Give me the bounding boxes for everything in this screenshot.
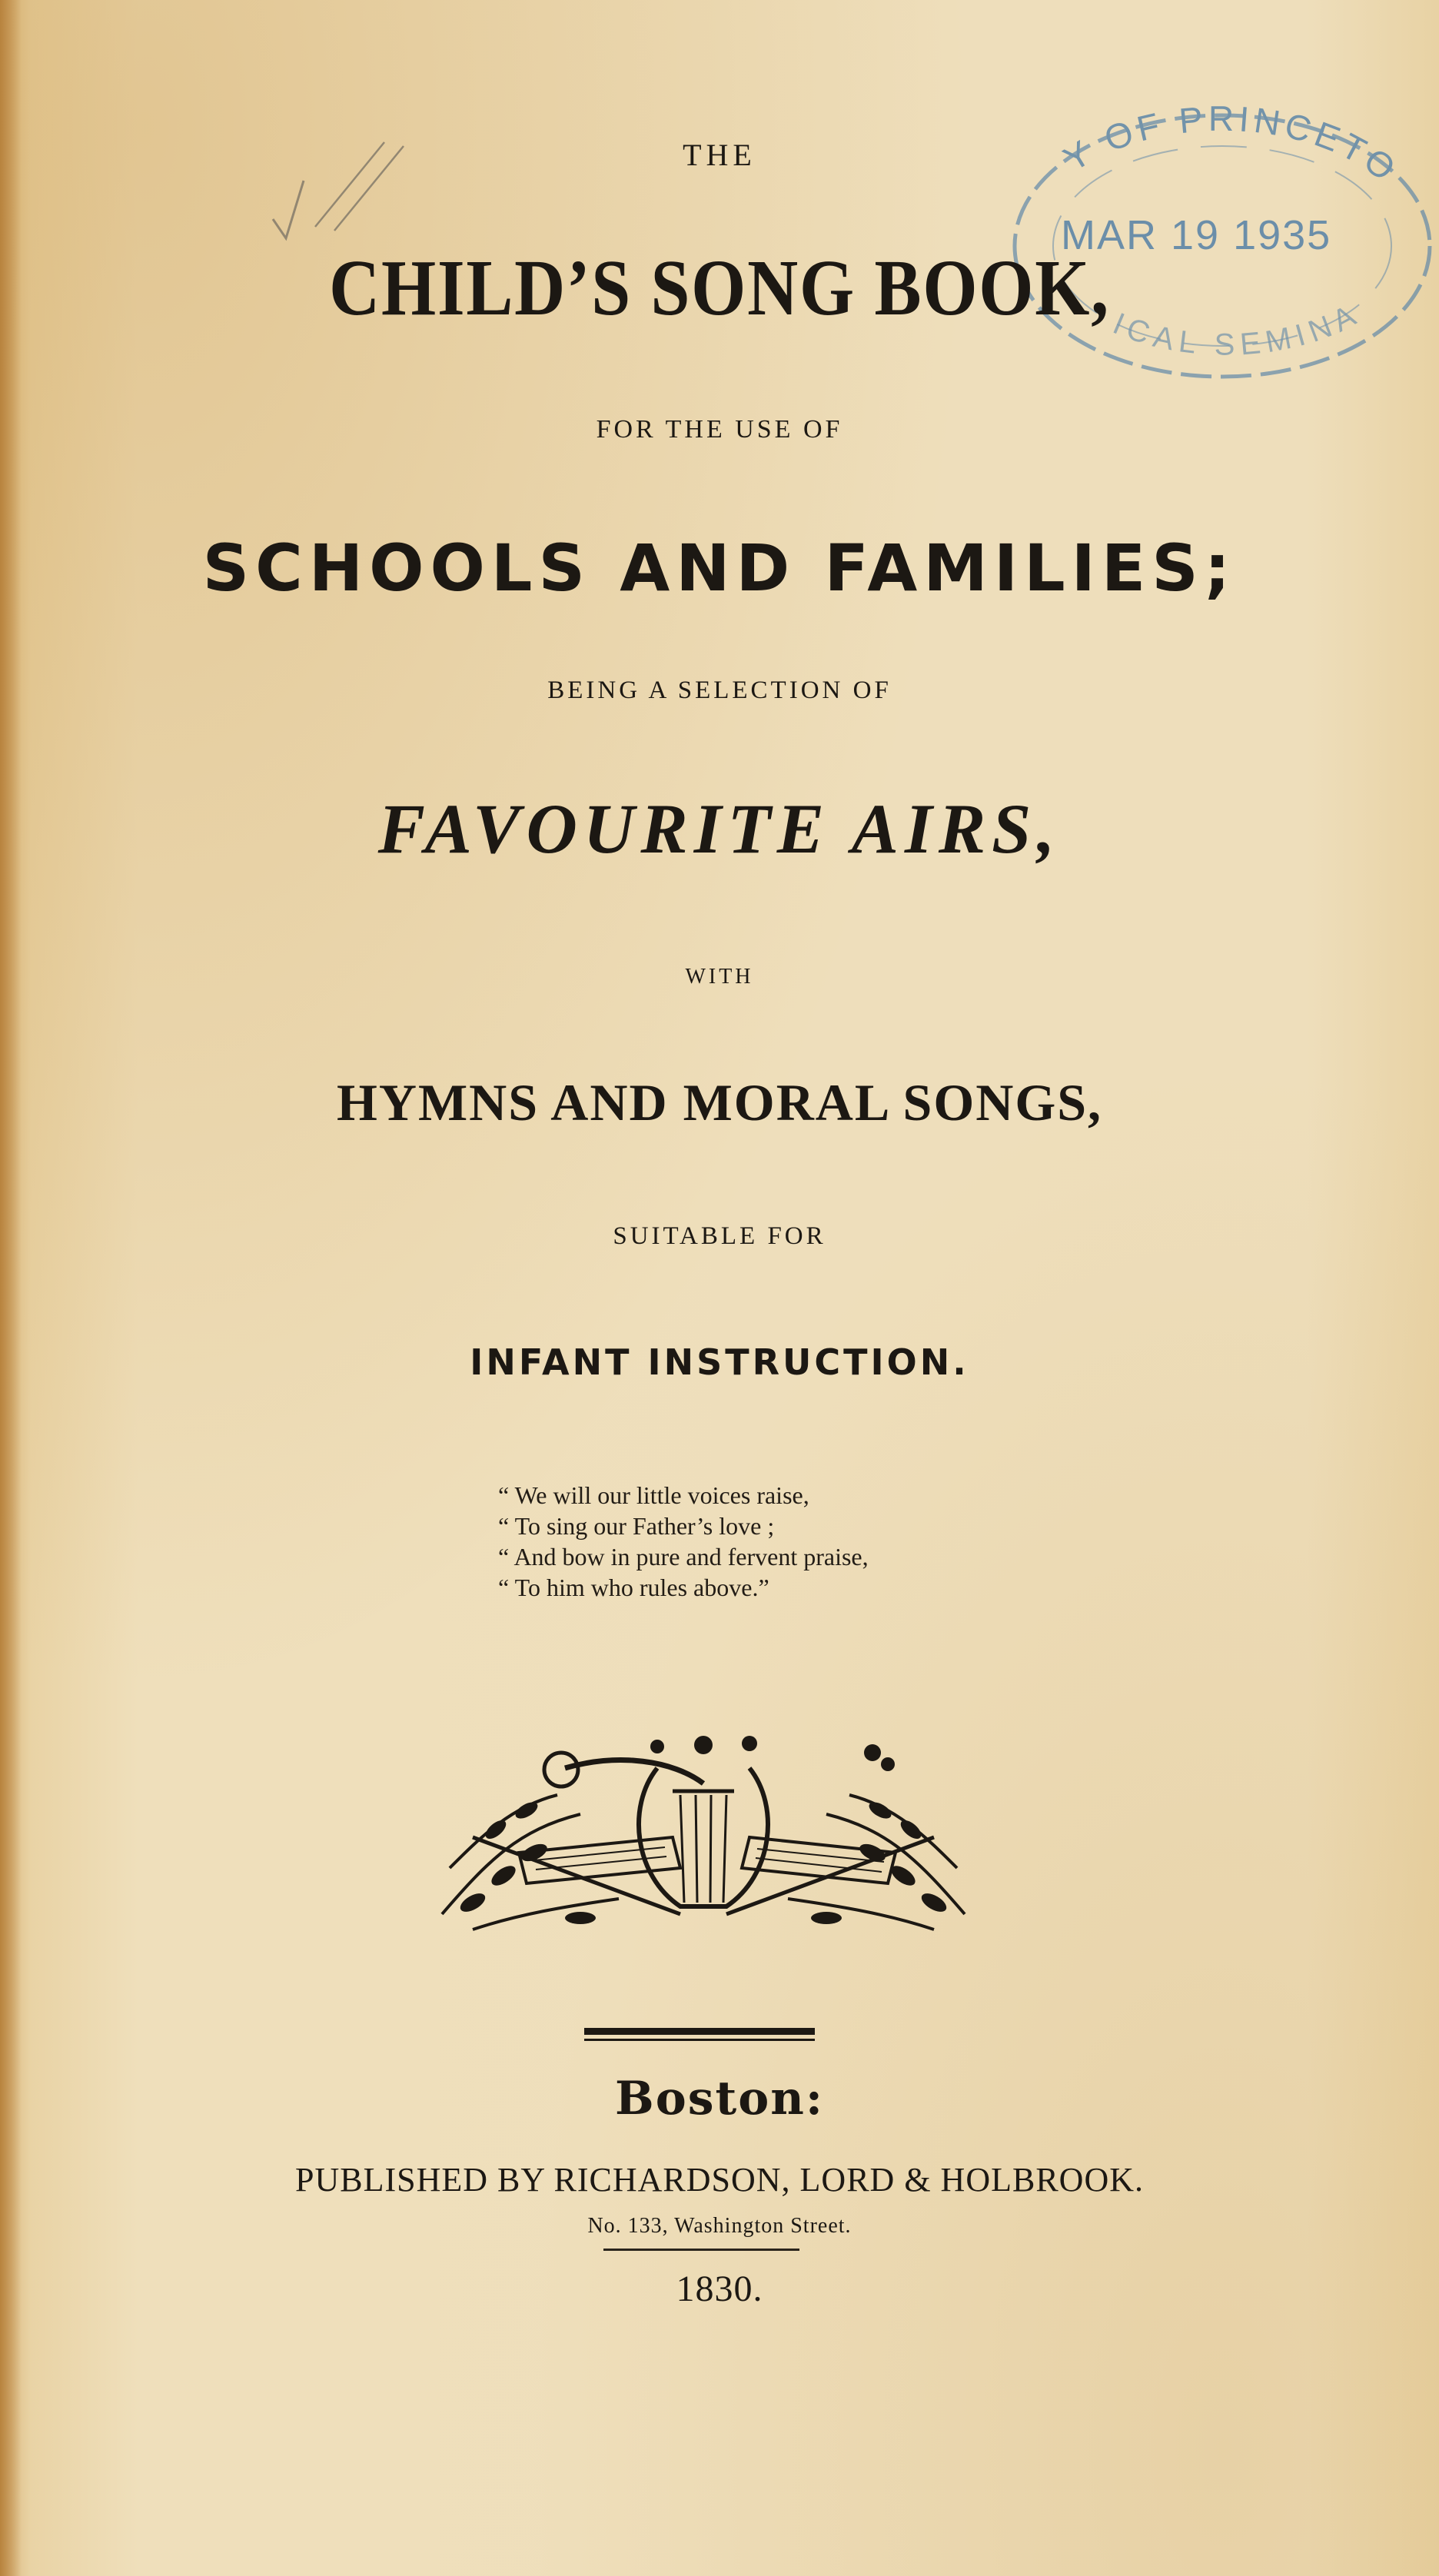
epigraph-line: “ We will our little voices raise,: [498, 1481, 809, 1509]
double-rule-thin: [584, 2039, 815, 2041]
stamp-date: MAR 19 1935: [1061, 212, 1332, 258]
imprint-city: Boston:: [614, 2072, 825, 2126]
favourite-airs-title: FAVOURITE AIRS,: [377, 789, 1062, 868]
with-label: WITH: [685, 965, 754, 989]
short-rule: [603, 2249, 799, 2251]
infant-instruction-title: INFANT INSTRUCTION.: [470, 1341, 969, 1383]
main-title: CHILD’S SONG BOOK,: [329, 244, 1110, 332]
epigraph-line: “ To him who rules above.”: [498, 1574, 769, 1601]
epigraph: [498, 1480, 869, 1603]
audience-title: SCHOOLS AND FAMILIES;: [202, 530, 1237, 606]
for-the-use-of: FOR THE USE OF: [596, 415, 843, 444]
imprint-publisher: PUBLISHED BY RICHARDSON, LORD & HOLBROOK.: [294, 2161, 1144, 2199]
hymns-title: HYMNS AND MORAL SONGS,: [336, 1073, 1103, 1132]
double-rule-thick: [584, 2028, 815, 2035]
imprint-address: No. 133, Washington Street.: [587, 2214, 852, 2238]
title-the: THE: [683, 138, 756, 172]
epigraph-line: “ To sing our Father’s love ;: [498, 1512, 775, 1540]
being-a-selection-of: BEING A SELECTION OF: [547, 676, 892, 704]
suitable-for: SUITABLE FOR: [613, 1222, 826, 1250]
lyre-vignette-ornament: [427, 1722, 980, 1953]
imprint-year: 1830.: [676, 2269, 763, 2309]
stamp-ring-text: Y OF PRINCETO: [1056, 98, 1407, 191]
epigraph-line: “ And bow in pure and fervent praise,: [498, 1543, 869, 1571]
stamp-ring-text-bottom: ICAL SEMINA: [1108, 296, 1367, 362]
